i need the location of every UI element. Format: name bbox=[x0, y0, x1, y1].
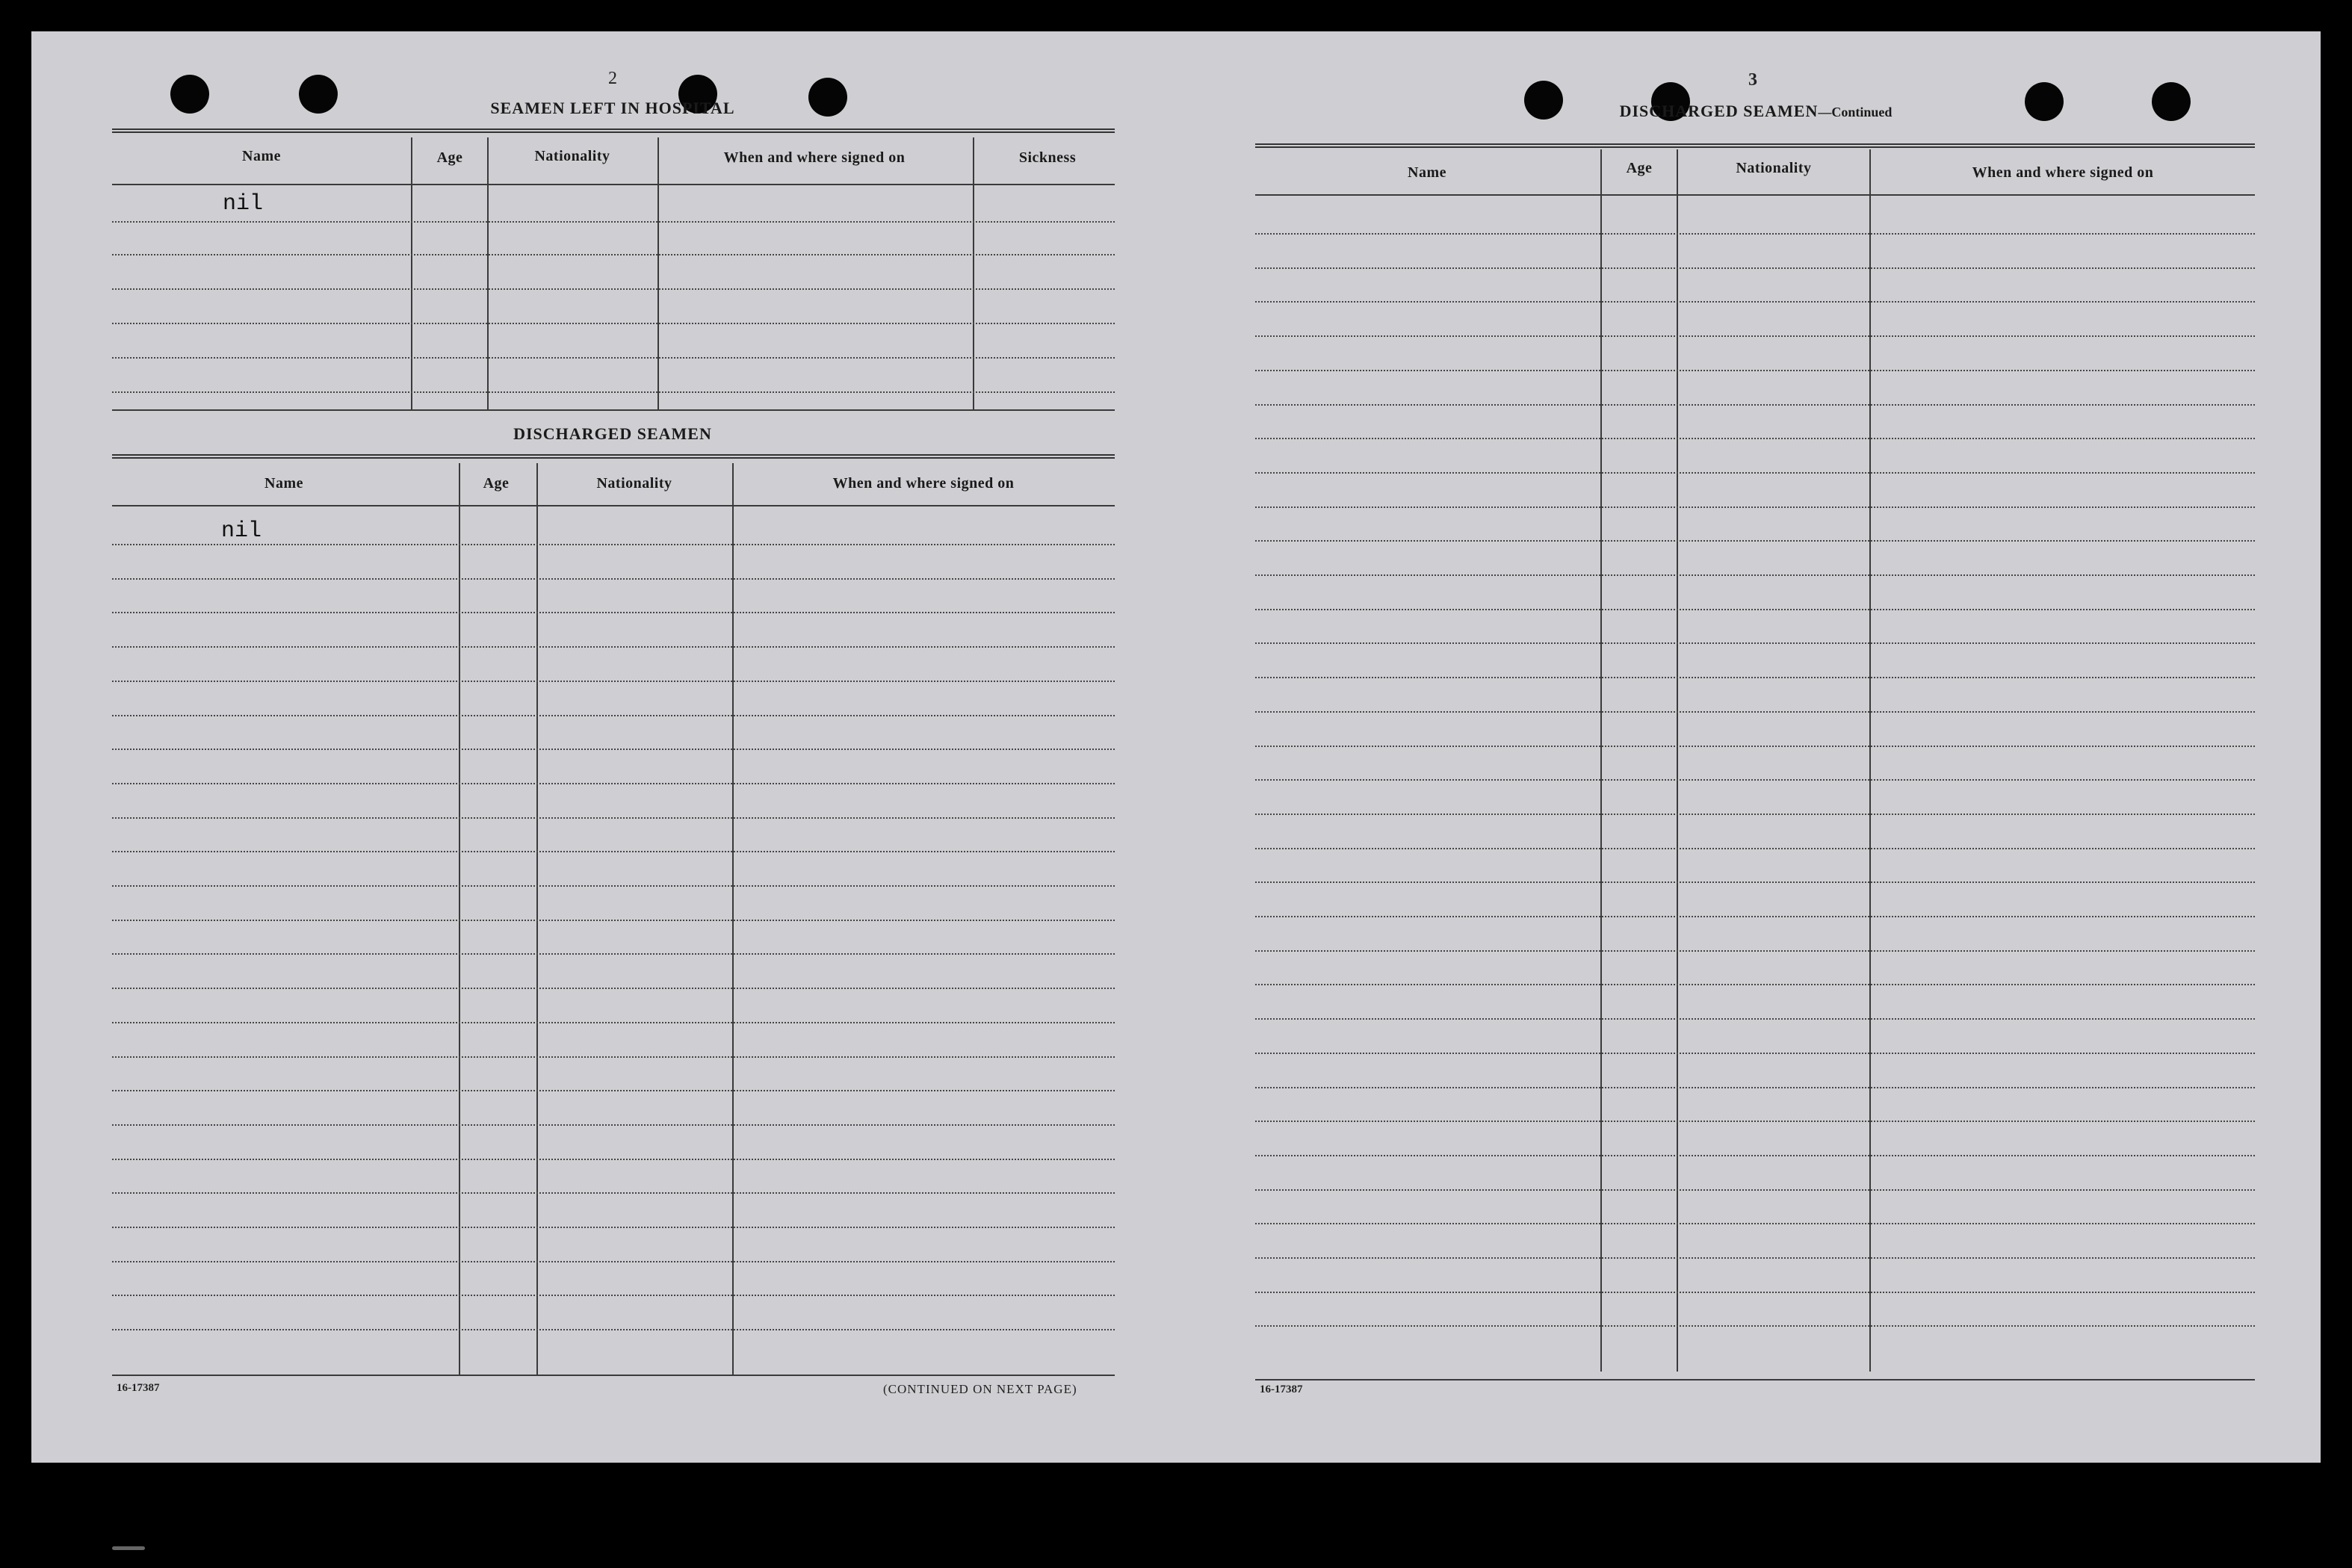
column-divider bbox=[1869, 149, 1871, 1372]
header-underline bbox=[112, 505, 1115, 506]
punch-hole bbox=[808, 78, 847, 117]
column-divider bbox=[411, 137, 412, 409]
table-row-line bbox=[112, 1295, 1115, 1296]
table-row-line bbox=[112, 323, 1115, 324]
hospital-top-rule bbox=[112, 128, 1115, 133]
table-row-line bbox=[112, 1227, 1115, 1228]
continued-note: (CONTINUED ON NEXT PAGE) bbox=[883, 1382, 1077, 1396]
table-row-line bbox=[1255, 950, 2255, 952]
hospital-entry-name: nil bbox=[223, 191, 264, 217]
table-row-line bbox=[1255, 1121, 2255, 1122]
column-divider bbox=[487, 137, 489, 409]
punch-hole bbox=[170, 75, 209, 114]
table-row-line bbox=[112, 646, 1115, 648]
table-row-line bbox=[1255, 814, 2255, 815]
page-number: 3 bbox=[1748, 70, 1757, 90]
table-row-line bbox=[112, 817, 1115, 819]
table-row-line bbox=[1255, 1053, 2255, 1054]
column-divider bbox=[1677, 149, 1678, 1372]
table-row-line bbox=[112, 578, 1115, 580]
table-row-line bbox=[1255, 506, 2255, 508]
table-row-line bbox=[1255, 609, 2255, 610]
discharged-section-title: DISCHARGED SEAMEN bbox=[513, 424, 712, 443]
table-row-line bbox=[1255, 404, 2255, 406]
col-header-age: Age bbox=[1626, 160, 1653, 176]
scan-background bbox=[0, 1463, 2352, 1568]
header-underline bbox=[1255, 194, 2255, 196]
table-row-line bbox=[112, 544, 1115, 545]
hospital-section-title: SEAMEN LEFT IN HOSPITAL bbox=[490, 99, 735, 117]
table-row-line bbox=[112, 1056, 1115, 1058]
table-row-line bbox=[1255, 1155, 2255, 1156]
table-row-line bbox=[112, 988, 1115, 989]
table-row-line bbox=[1255, 1189, 2255, 1191]
table-row-line bbox=[1255, 335, 2255, 337]
col-header-nationality: Nationality bbox=[596, 475, 672, 492]
col-header-age: Age bbox=[483, 475, 510, 492]
discharged-bottom-rule bbox=[112, 1375, 1115, 1376]
table-row-line bbox=[112, 357, 1115, 359]
punch-hole bbox=[299, 75, 338, 114]
table-row-line bbox=[1255, 881, 2255, 883]
form-number: 16-17387 bbox=[117, 1382, 160, 1394]
table-row-line bbox=[1255, 677, 2255, 678]
table-row-line bbox=[1255, 267, 2255, 269]
discharged-top-rule bbox=[112, 454, 1115, 459]
table-row-line bbox=[112, 1022, 1115, 1023]
table-row-line bbox=[112, 1192, 1115, 1194]
table-row-line bbox=[112, 851, 1115, 852]
table-row-line bbox=[112, 221, 1115, 223]
discharged-continued-title bbox=[1554, 102, 1958, 121]
col-header-age: Age bbox=[436, 149, 463, 166]
right-top-rule bbox=[1255, 143, 2255, 148]
col-header-name: Name bbox=[1408, 164, 1446, 181]
column-divider bbox=[1600, 149, 1602, 1372]
table-row-line bbox=[1255, 438, 2255, 439]
table-row-line bbox=[112, 1124, 1115, 1126]
table-row-line bbox=[1255, 1292, 2255, 1293]
table-row-line bbox=[112, 1159, 1115, 1160]
table-row-line bbox=[1255, 848, 2255, 849]
col-header-name: Name bbox=[264, 475, 303, 492]
table-row-line bbox=[1255, 472, 2255, 474]
col-header-signed-on: When and where signed on bbox=[832, 475, 1015, 492]
hospital-bottom-rule bbox=[112, 409, 1115, 411]
table-row-line bbox=[112, 715, 1115, 716]
page-number: 2 bbox=[608, 69, 617, 88]
table-row-line bbox=[112, 681, 1115, 682]
table-row-line bbox=[112, 1329, 1115, 1330]
table-row-line bbox=[112, 1090, 1115, 1091]
col-header-signed-on: When and where signed on bbox=[1972, 164, 2154, 181]
right-bottom-rule bbox=[1255, 1379, 2255, 1380]
table-row-line bbox=[112, 1261, 1115, 1262]
table-row-line bbox=[112, 254, 1115, 255]
title-main: DISCHARGED SEAMEN bbox=[1619, 102, 1819, 120]
table-row-line bbox=[1255, 711, 2255, 713]
column-divider bbox=[973, 137, 974, 409]
punch-hole bbox=[2152, 82, 2191, 121]
col-header-signed-on: When and where signed on bbox=[723, 149, 906, 166]
title-suffix: —Continued bbox=[1818, 105, 1893, 120]
table-row-line bbox=[1255, 1257, 2255, 1259]
col-header-name: Name bbox=[242, 148, 281, 164]
col-header-nationality: Nationality bbox=[534, 148, 610, 164]
table-row-line bbox=[1255, 1087, 2255, 1088]
table-row-line bbox=[112, 953, 1115, 955]
table-row-line bbox=[1255, 370, 2255, 371]
document-sheet bbox=[31, 31, 2321, 1463]
table-row-line bbox=[1255, 574, 2255, 576]
table-row-line bbox=[1255, 1018, 2255, 1020]
table-row-line bbox=[1255, 301, 2255, 303]
table-row-line bbox=[112, 749, 1115, 750]
col-header-nationality: Nationality bbox=[1736, 160, 1812, 176]
header-underline bbox=[112, 184, 1115, 185]
discharged-entry-name: nil bbox=[221, 518, 262, 544]
scan-mark bbox=[112, 1546, 145, 1550]
table-row-line bbox=[1255, 233, 2255, 235]
punch-hole bbox=[2025, 82, 2064, 121]
table-row-line bbox=[1255, 779, 2255, 781]
table-row-line bbox=[1255, 642, 2255, 644]
table-row-line bbox=[112, 288, 1115, 290]
table-row-line bbox=[112, 885, 1115, 887]
table-row-line bbox=[112, 612, 1115, 613]
table-row-line bbox=[1255, 1223, 2255, 1224]
table-row-line bbox=[112, 391, 1115, 393]
table-row-line bbox=[112, 783, 1115, 784]
table-row-line bbox=[1255, 1325, 2255, 1327]
col-header-sickness: Sickness bbox=[1018, 149, 1077, 166]
table-row-line bbox=[1255, 540, 2255, 542]
table-row-line bbox=[112, 920, 1115, 921]
column-divider bbox=[657, 137, 659, 409]
table-row-line bbox=[1255, 984, 2255, 985]
form-number: 16-17387 bbox=[1260, 1383, 1303, 1395]
table-row-line bbox=[1255, 916, 2255, 917]
table-row-line bbox=[1255, 746, 2255, 747]
